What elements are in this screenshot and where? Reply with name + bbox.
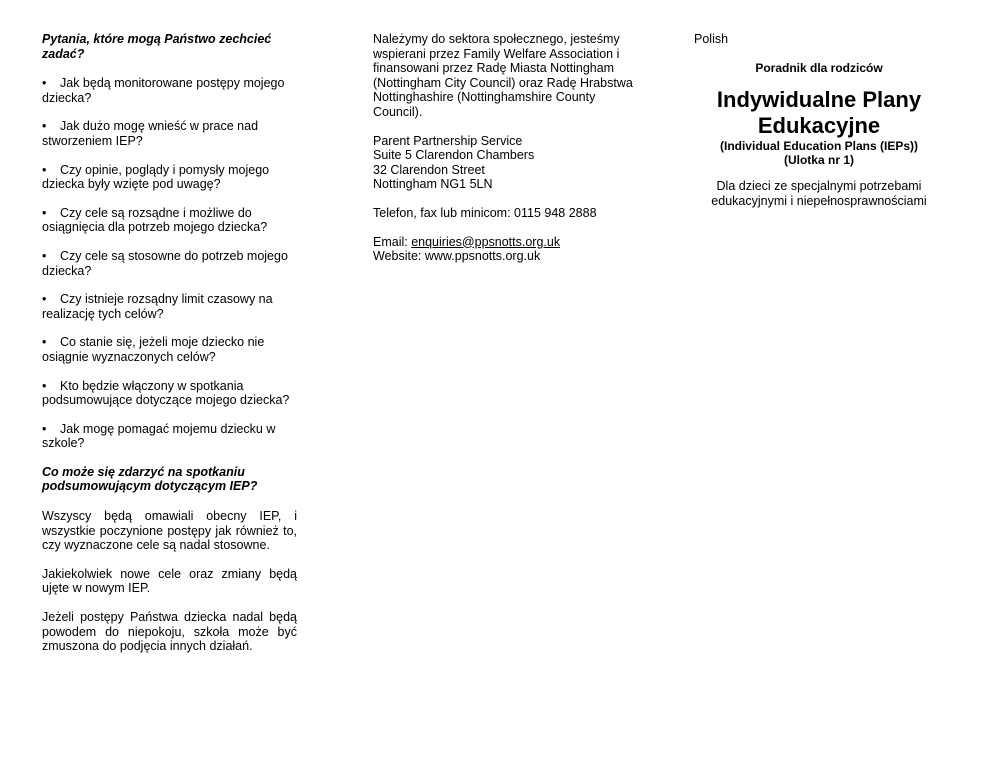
leaflet-number: (Ulotka nr 1) [783, 153, 854, 168]
question-list [42, 76, 297, 451]
bullet-icon: • [42, 335, 47, 350]
english-title: (Individual Education Plans (IEPs)) [719, 139, 919, 154]
bullet-icon: • [42, 162, 47, 177]
email-link[interactable]: enquiries@ppsnotts.org.uk [411, 234, 561, 249]
review-paragraph: Jakiekolwiek nowe cele oraz zmiany będą ujęte w nowym IEP. [42, 566, 297, 596]
organisation-intro: Należymy do sektora społecznego, jesteśmy wspierani przez Family Welfare Association i finansowani przez Radę Miasta Nottingham (Nottingham City Council) oraz Radę Hrabstwa Nottinghashire (Nottinghamshire County Council). [373, 32, 633, 119]
main-title [694, 87, 944, 139]
question-item [42, 379, 297, 408]
question-text: Jak dużo mogę wnieść w prace nad stworzeniem IEP? [42, 119, 259, 148]
guide-subtitle: Poradnik dla rodziców [755, 60, 883, 75]
bullet-icon: • [42, 378, 47, 393]
question-text: Czy opinie, poglądy i pomysły mojego dziecka były wzięte pod uwagę? [42, 162, 270, 192]
question-item [42, 335, 297, 364]
bullet-icon: • [42, 205, 47, 220]
address-line: 32 Clarendon Street [373, 162, 485, 177]
bullet-icon: • [42, 76, 47, 91]
question-item [42, 206, 297, 235]
question-text: Czy istnieje rozsądny limit czasowy na realizację tych celów? [42, 292, 273, 321]
question-item [42, 163, 297, 192]
question-text: Czy cele są stosowne do potrzeb mojego dziecka? [42, 248, 288, 278]
address-line: Nottingham NG1 5LN [373, 177, 493, 192]
audience-description: Dla dzieci ze specjalnymi potrzebami edukacyjnymi i niepełnosprawnościami [711, 179, 927, 208]
review-meeting-heading: Co może się zdarzyć na spotkaniu podsumowującym dotyczącym IEP? [42, 464, 258, 494]
email-label: Email: [373, 234, 412, 249]
address-line: Suite 5 Clarendon Chambers [373, 148, 535, 163]
questions-heading: Pytania, które mogą Państwo zechcieć zadać? [42, 32, 272, 61]
question-item [42, 76, 297, 105]
question-item [42, 422, 297, 451]
question-item [42, 249, 297, 278]
question-item [42, 119, 297, 148]
right-column [694, 32, 944, 208]
website-line: Website: www.ppsnotts.org.uk [373, 249, 541, 264]
question-item [42, 292, 297, 321]
left-column [42, 32, 297, 654]
question-text: Co stanie się, jeżeli moje dziecko nie osiągnie wyznaczonych celów? [42, 335, 265, 364]
bullet-icon: • [42, 421, 47, 436]
address-line: Parent Partnership Service [373, 133, 523, 148]
review-paragraph: Wszyscy będą omawiali obecny IEP, i wszystkie poczynione postępy jak również to, czy wyznaczone cele są nadal stosowne. [42, 509, 297, 553]
contact-block [373, 235, 643, 264]
question-text: Jak będą monitorowane postępy mojego dziecka? [42, 76, 285, 105]
main-title-line: Edukacyjne [757, 113, 881, 139]
address-block [373, 134, 643, 192]
bullet-icon: • [42, 248, 47, 263]
phone-line: Telefon, fax lub minicom: 0115 948 2888 [373, 205, 597, 220]
middle-column [373, 32, 643, 278]
main-title-line: Indywidualne Plany [716, 87, 922, 113]
cover-block [694, 61, 944, 209]
bullet-icon: • [42, 292, 47, 307]
question-text: Czy cele są rozsądne i możliwe do osiągnięcia dla potrzeb mojego dziecka? [42, 205, 268, 235]
question-text: Jak mogę pomagać mojemu dziecku w szkole? [42, 421, 276, 451]
review-paragraph: Jeżeli postępy Państwa dziecka nadal będą powodem do niepokoju, szkoła może być zmuszona do podjęcia innych działań. [42, 610, 297, 654]
bullet-icon: • [42, 119, 47, 134]
question-text: Kto będzie włączony w spotkania podsumowujące dotyczące mojego dziecka? [42, 378, 290, 408]
language-label: Polish [694, 32, 729, 46]
